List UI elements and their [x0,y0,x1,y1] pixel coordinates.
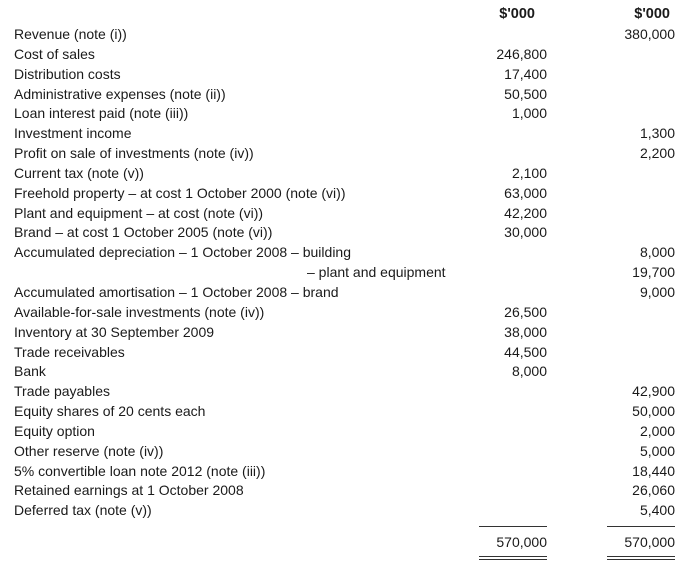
table-row [0,223,690,243]
credit-amount: 5,400 [639,502,675,519]
table-row [0,422,690,442]
debit-amount: 38,000 [504,323,547,340]
credit-amount: 8,000 [639,244,675,261]
account-label: Current tax (note (v)) [14,164,144,181]
table-row [0,481,690,501]
account-label: Distribution costs [14,65,121,82]
table-row [0,164,690,184]
table-row [0,65,690,85]
account-label: Administrative expenses (note (ii)) [14,85,226,102]
table-row [0,243,690,263]
account-label: Other reserve (note (iv)) [14,442,164,459]
credit-column-header: $'000 [634,6,670,22]
account-label: 5% convertible loan note 2012 (note (iii)) [14,462,266,479]
table-row [0,124,690,144]
table-row [0,303,690,323]
table-row [0,283,690,303]
table-row [0,382,690,402]
credit-amount: 2,000 [639,422,675,439]
debit-amount: 2,100 [511,164,547,181]
account-label: Accumulated depreciation – 1 October 2008 – building [14,244,351,261]
account-label: Cost of sales [14,45,95,62]
credit-amount: 380,000 [624,26,675,42]
account-label: Plant and equipment – at cost (note (vi)) [14,204,264,221]
debit-amount: 42,200 [504,204,547,221]
account-label: Loan interest paid (note (iii)) [14,105,189,122]
account-label: Bank [14,363,46,380]
debit-amount: 44,500 [504,343,547,360]
account-label: Equity option [14,422,95,439]
debit-total-rule-top [479,526,547,527]
table-row [0,184,690,204]
account-rows [0,25,690,521]
debit-amount: 26,500 [504,303,547,320]
table-row [0,323,690,343]
table-row [0,144,690,164]
credit-amount: 50,000 [632,403,675,420]
table-row [0,442,690,462]
table-row [0,402,690,422]
credit-amount: 9,000 [639,283,675,300]
debit-amount: 246,800 [496,45,547,62]
table-row [0,362,690,382]
account-label: Freehold property – at cost 1 October 2000 (note (vi)) [14,184,346,201]
debit-amount: 17,400 [504,65,547,82]
debit-column-header: $'000 [499,6,535,22]
table-row [0,104,690,124]
debit-amount: 8,000 [511,363,547,380]
credit-amount: 26,060 [632,482,675,499]
credit-amount: 5,000 [639,442,675,459]
account-label: Equity shares of 20 cents each [14,403,206,420]
credit-amount: 18,440 [632,462,675,479]
debit-amount: 50,500 [504,85,547,102]
debit-total-rule-bottom [479,556,547,557]
account-label: – plant and equipment [307,264,446,281]
account-label: Trade payables [14,383,110,400]
credit-total: 570,000 [624,534,675,550]
credit-amount: 1,300 [639,125,675,142]
credit-amount: 19,700 [632,264,675,281]
debit-amount: 30,000 [504,224,547,241]
debit-total: 570,000 [496,534,547,550]
account-label: Trade receivables [14,343,125,360]
debit-amount: 63,000 [504,184,547,201]
account-label: Accumulated amortisation – 1 October 2008 – brand [14,283,339,300]
account-label: Inventory at 30 September 2009 [14,323,215,340]
credit-total-double-rule [607,559,675,560]
credit-total-rule-top [607,526,675,527]
table-row [0,462,690,482]
account-label: Profit on sale of investments (note (iv)) [14,145,254,162]
table-row [0,204,690,224]
table-row [0,343,690,363]
account-label: Deferred tax (note (v)) [14,502,152,519]
table-row [0,45,690,65]
account-label: Brand – at cost 1 October 2005 (note (vi)) [14,224,273,241]
table-row [0,501,690,521]
credit-amount: 2,200 [639,145,675,162]
credit-total-rule-bottom [607,556,675,557]
account-label: Revenue (note (i)) [14,26,127,42]
table-row [0,85,690,105]
debit-amount: 1,000 [511,105,547,122]
debit-total-double-rule [479,559,547,560]
account-label: Retained earnings at 1 October 2008 [14,482,244,499]
table-row [0,25,690,45]
credit-amount: 42,900 [632,383,675,400]
account-label: Investment income [14,125,132,142]
account-label: Available-for-sale investments (note (iv)) [14,303,265,320]
table-row [0,263,690,283]
